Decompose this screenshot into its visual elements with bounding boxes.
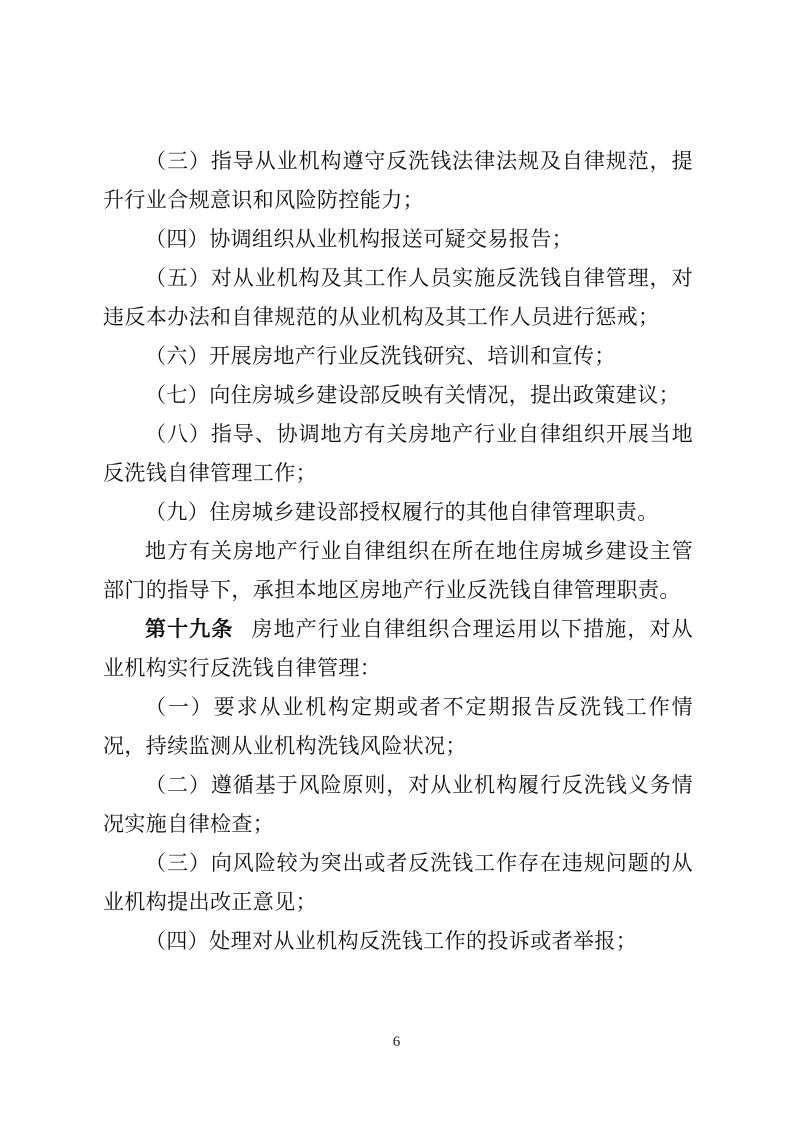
article-19-item-2: （二）遵循基于风险原则，对从业机构履行反洗钱义务情况实施自律检查； [103, 773, 693, 836]
article-19-item-4: （四）处理对从业机构反洗钱工作的投诉或者举报； [145, 929, 638, 953]
paragraph-item-8: （八）指导、协调地方有关房地产行业自律组织开展当地反洗钱自律管理工作； [103, 422, 693, 485]
article-19-text: 房地产行业自律组织合理运用以下措施，对从业机构实行反洗钱自律管理： [103, 617, 693, 680]
paragraph-item-6: （六）开展房地产行业反洗钱研究、培训和宣传； [145, 344, 616, 368]
paragraph-item-7: （七）向住房城乡建设部反映有关情况，提出政策建议； [145, 383, 680, 407]
paragraph-item-4: （四）协调组织从业机构报送可疑交易报告； [145, 227, 573, 251]
article-19-item-3: （三）向风险较为突出或者反洗钱工作存在违规问题的从业机构提出改正意见； [103, 851, 693, 914]
paragraph-item-9: （九）住房城乡建设部授权履行的其他自律管理职责。 [145, 500, 659, 524]
article-19-item-1: （一）要求从业机构定期或者不定期报告反洗钱工作情况，持续监测从业机构洗钱风险状况； [103, 695, 693, 758]
document-body [103, 142, 693, 961]
page-number: 6 [392, 1034, 401, 1050]
paragraph-item-3: （三）指导从业机构遵守反洗钱法律法规及自律规范，提升行业合规意识和风险防控能力； [103, 149, 693, 212]
article-19-number: 第十九条 [145, 617, 234, 641]
article-19 [103, 610, 693, 688]
paragraph-local-organizations: 地方有关房地产行业自律组织在所在地住房城乡建设主管部门的指导下，承担本地区房地产行业反洗钱自律管理职责。 [103, 539, 693, 602]
paragraph-item-5: （五）对从业机构及其工作人员实施反洗钱自律管理，对违反本办法和自律规范的从业机构及其工作人员进行惩戒； [103, 266, 693, 329]
